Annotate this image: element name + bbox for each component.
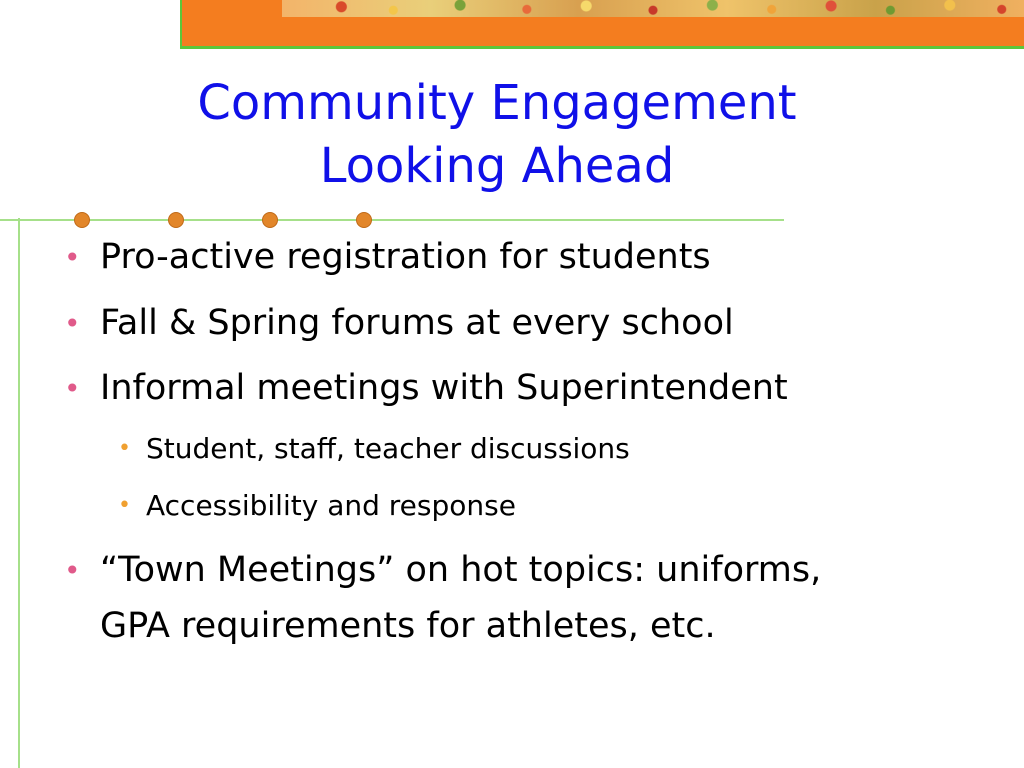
title-divider-line	[0, 219, 784, 221]
bullet-item	[64, 360, 788, 417]
top-band-left	[0, 0, 180, 46]
sub-bullet-marker: •	[118, 436, 131, 461]
bullet-text-continuation: GPA requirements for athletes, etc.	[100, 606, 716, 646]
bullet-continuation	[100, 598, 716, 655]
left-vertical-rule	[18, 218, 20, 768]
title-line-1: Community Engagement	[197, 75, 797, 131]
sub-bullet-marker: •	[118, 493, 131, 518]
bullet-text: Pro-active registration for students	[100, 237, 711, 277]
slide-title	[0, 72, 994, 198]
sub-bullet-item	[118, 484, 516, 528]
bullet-item	[64, 295, 734, 352]
bullet-text: “Town Meetings” on hot topics: uniforms,	[100, 550, 822, 590]
sub-bullet-text: Student, staff, teacher discussions	[146, 432, 630, 465]
bullet-text: Fall & Spring forums at every school	[100, 303, 734, 343]
sub-bullet-item	[118, 427, 630, 471]
sub-bullet-text: Accessibility and response	[146, 489, 516, 522]
top-green-rule	[180, 46, 1024, 49]
bullet-marker: •	[64, 241, 81, 274]
divider-dot	[74, 212, 90, 228]
bullet-marker: •	[64, 372, 81, 405]
bullet-item	[64, 229, 711, 286]
divider-dot	[168, 212, 184, 228]
divider-dot	[356, 212, 372, 228]
top-green-vertical-rule	[180, 0, 182, 49]
bullet-marker: •	[64, 307, 81, 340]
bullet-text: Informal meetings with Superintendent	[100, 368, 788, 408]
bullet-marker: •	[64, 554, 81, 587]
floral-banner-image	[282, 0, 1024, 17]
title-line-2: Looking Ahead	[319, 138, 675, 194]
divider-dot	[262, 212, 278, 228]
bullet-item	[64, 542, 822, 599]
